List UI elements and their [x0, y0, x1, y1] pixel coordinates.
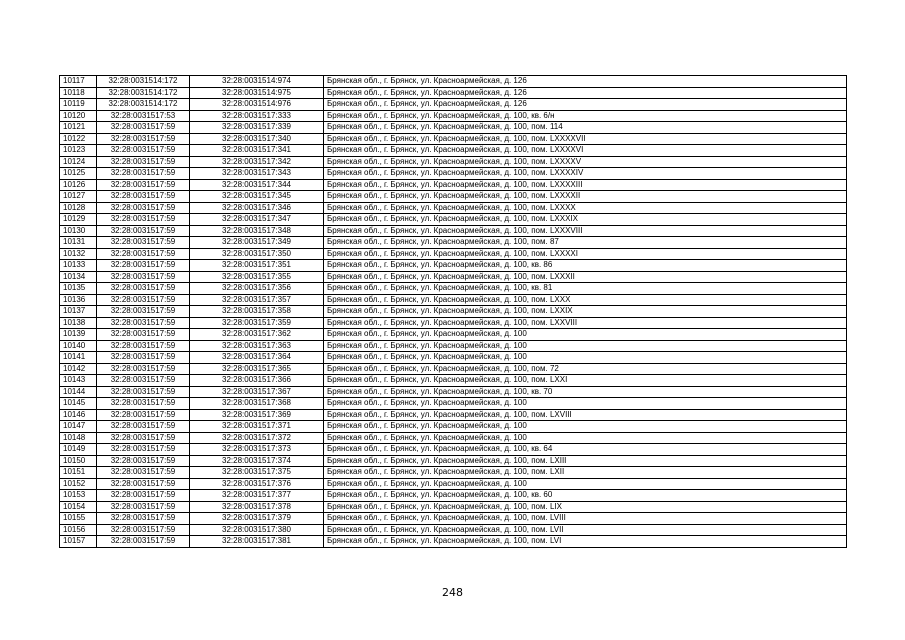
address-cell: Брянская обл., г. Брянск, ул. Красноармейская, д. 126: [324, 99, 847, 111]
table-row: [60, 478, 847, 490]
address-cell: Брянская обл., г. Брянск, ул. Красноармейская, д. 100, пом. LVII: [324, 524, 847, 536]
cadastral-number-cell: 32:28:0031517:357: [190, 294, 324, 306]
address-cell: Брянская обл., г. Брянск, ул. Красноармейская, д. 100, пом. LXII: [324, 467, 847, 479]
address-cell: Брянская обл., г. Брянск, ул. Красноармейская, д. 100, пом. LXXXXVI: [324, 145, 847, 157]
row-number-cell: 10123: [60, 145, 97, 157]
cadastral-number-cell: 32:28:0031514:975: [190, 87, 324, 99]
table-row: [60, 110, 847, 122]
cadastral-number-cell: 32:28:0031514:976: [190, 99, 324, 111]
parent-cadastral-cell: 32:28:0031517:59: [97, 340, 190, 352]
cadastral-number-cell: 32:28:0031517:377: [190, 490, 324, 502]
cadastral-number-cell: 32:28:0031517:359: [190, 317, 324, 329]
parent-cadastral-cell: 32:28:0031517:59: [97, 294, 190, 306]
table-row: [60, 294, 847, 306]
row-number-cell: 10141: [60, 352, 97, 364]
parent-cadastral-cell: 32:28:0031517:59: [97, 409, 190, 421]
cadastral-number-cell: 32:28:0031517:345: [190, 191, 324, 203]
parent-cadastral-cell: 32:28:0031517:59: [97, 225, 190, 237]
address-cell: Брянская обл., г. Брянск, ул. Красноармейская, д. 100, пом. 72: [324, 363, 847, 375]
row-number-cell: 10156: [60, 524, 97, 536]
cadastral-number-cell: 32:28:0031517:369: [190, 409, 324, 421]
row-number-cell: 10122: [60, 133, 97, 145]
address-cell: Брянская обл., г. Брянск, ул. Красноармейская, д. 100, пом. LXVIII: [324, 409, 847, 421]
cadastral-number-cell: 32:28:0031517:351: [190, 260, 324, 272]
table-row: [60, 76, 847, 88]
cadastral-number-cell: 32:28:0031517:343: [190, 168, 324, 180]
parent-cadastral-cell: 32:28:0031517:59: [97, 524, 190, 536]
table-row: [60, 375, 847, 387]
row-number-cell: 10128: [60, 202, 97, 214]
address-cell: Брянская обл., г. Брянск, ул. Красноармейская, д. 100: [324, 329, 847, 341]
address-cell: Брянская обл., г. Брянск, ул. Красноармейская, д. 100, пом. LXXXXV: [324, 156, 847, 168]
parent-cadastral-cell: 32:28:0031517:59: [97, 444, 190, 456]
row-number-cell: 10120: [60, 110, 97, 122]
cadastral-number-cell: 32:28:0031517:344: [190, 179, 324, 191]
address-cell: Брянская обл., г. Брянск, ул. Красноармейская, д. 100, пом. 87: [324, 237, 847, 249]
row-number-cell: 10144: [60, 386, 97, 398]
row-number-cell: 10121: [60, 122, 97, 134]
address-cell: Брянская обл., г. Брянск, ул. Красноармейская, д. 100, пом. LXXVIII: [324, 317, 847, 329]
table-row: [60, 340, 847, 352]
parent-cadastral-cell: 32:28:0031517:59: [97, 352, 190, 364]
table-row: [60, 455, 847, 467]
parent-cadastral-cell: 32:28:0031517:59: [97, 501, 190, 513]
row-number-cell: 10127: [60, 191, 97, 203]
cadastral-number-cell: 32:28:0031517:362: [190, 329, 324, 341]
parent-cadastral-cell: 32:28:0031514:172: [97, 87, 190, 99]
table-row: [60, 306, 847, 318]
table-row: [60, 432, 847, 444]
parent-cadastral-cell: 32:28:0031517:59: [97, 191, 190, 203]
address-cell: Брянская обл., г. Брянск, ул. Красноармейская, д. 100: [324, 398, 847, 410]
parent-cadastral-cell: 32:28:0031517:59: [97, 421, 190, 433]
parent-cadastral-cell: 32:28:0031517:59: [97, 122, 190, 134]
cadastral-number-cell: 32:28:0031517:374: [190, 455, 324, 467]
parent-cadastral-cell: 32:28:0031517:59: [97, 478, 190, 490]
parent-cadastral-cell: 32:28:0031517:53: [97, 110, 190, 122]
table-row: [60, 536, 847, 548]
parent-cadastral-cell: 32:28:0031517:59: [97, 386, 190, 398]
table-row: [60, 329, 847, 341]
address-cell: Брянская обл., г. Брянск, ул. Красноармейская, д. 100, пом. LVI: [324, 536, 847, 548]
table-row: [60, 271, 847, 283]
address-cell: Брянская обл., г. Брянск, ул. Красноармейская, д. 100: [324, 478, 847, 490]
parent-cadastral-cell: 32:28:0031517:59: [97, 271, 190, 283]
cadastral-number-cell: 32:28:0031517:350: [190, 248, 324, 260]
cadastral-number-cell: 32:28:0031517:366: [190, 375, 324, 387]
row-number-cell: 10153: [60, 490, 97, 502]
row-number-cell: 10117: [60, 76, 97, 88]
address-cell: Брянская обл., г. Брянск, ул. Красноармейская, д. 100, пом. LIX: [324, 501, 847, 513]
address-cell: Брянская обл., г. Брянск, ул. Красноармейская, д. 100, пом. LXXI: [324, 375, 847, 387]
table-row: [60, 409, 847, 421]
row-number-cell: 10148: [60, 432, 97, 444]
address-cell: Брянская обл., г. Брянск, ул. Красноармейская, д. 126: [324, 87, 847, 99]
cadastral-number-cell: 32:28:0031517:342: [190, 156, 324, 168]
row-number-cell: 10132: [60, 248, 97, 260]
row-number-cell: 10138: [60, 317, 97, 329]
table-row: [60, 524, 847, 536]
table-row: [60, 444, 847, 456]
row-number-cell: 10152: [60, 478, 97, 490]
parent-cadastral-cell: 32:28:0031517:59: [97, 432, 190, 444]
cadastral-number-cell: 32:28:0031517:379: [190, 513, 324, 525]
cadastral-number-cell: 32:28:0031517:339: [190, 122, 324, 134]
table-row: [60, 191, 847, 203]
table-row: [60, 156, 847, 168]
address-cell: Брянская обл., г. Брянск, ул. Красноармейская, д. 100, пом. LXXXXI: [324, 248, 847, 260]
table-row: [60, 352, 847, 364]
table-row: [60, 283, 847, 295]
row-number-cell: 10151: [60, 467, 97, 479]
parent-cadastral-cell: 32:28:0031517:59: [97, 375, 190, 387]
cadastral-number-cell: 32:28:0031517:349: [190, 237, 324, 249]
table-row: [60, 260, 847, 272]
cadastral-number-cell: 32:28:0031517:363: [190, 340, 324, 352]
table-row: [60, 168, 847, 180]
address-cell: Брянская обл., г. Брянск, ул. Красноармейская, д. 100, пом. LXXIX: [324, 306, 847, 318]
table-row: [60, 421, 847, 433]
parent-cadastral-cell: 32:28:0031517:59: [97, 179, 190, 191]
cadastral-number-cell: 32:28:0031517:367: [190, 386, 324, 398]
row-number-cell: 10131: [60, 237, 97, 249]
cadastral-number-cell: 32:28:0031517:380: [190, 524, 324, 536]
address-cell: Брянская обл., г. Брянск, ул. Красноармейская, д. 100, кв. 6/н: [324, 110, 847, 122]
cadastral-number-cell: 32:28:0031517:372: [190, 432, 324, 444]
table-row: [60, 87, 847, 99]
row-number-cell: 10149: [60, 444, 97, 456]
row-number-cell: 10146: [60, 409, 97, 421]
address-cell: Брянская обл., г. Брянск, ул. Красноармейская, д. 100, кв. 70: [324, 386, 847, 398]
table-row: [60, 122, 847, 134]
parent-cadastral-cell: 32:28:0031517:59: [97, 133, 190, 145]
parent-cadastral-cell: 32:28:0031517:59: [97, 168, 190, 180]
row-number-cell: 10139: [60, 329, 97, 341]
address-cell: Брянская обл., г. Брянск, ул. Красноармейская, д. 100: [324, 352, 847, 364]
cadastral-number-cell: 32:28:0031517:371: [190, 421, 324, 433]
parent-cadastral-cell: 32:28:0031517:59: [97, 214, 190, 226]
row-number-cell: 10136: [60, 294, 97, 306]
cadastral-number-cell: 32:28:0031517:368: [190, 398, 324, 410]
address-cell: Брянская обл., г. Брянск, ул. Красноармейская, д. 100, пом. LXIII: [324, 455, 847, 467]
address-cell: Брянская обл., г. Брянск, ул. Красноармейская, д. 126: [324, 76, 847, 88]
row-number-cell: 10150: [60, 455, 97, 467]
parent-cadastral-cell: 32:28:0031517:59: [97, 329, 190, 341]
parent-cadastral-cell: 32:28:0031517:59: [97, 398, 190, 410]
address-cell: Брянская обл., г. Брянск, ул. Красноармейская, д. 100, кв. 81: [324, 283, 847, 295]
cadastral-number-cell: 32:28:0031517:341: [190, 145, 324, 157]
parent-cadastral-cell: 32:28:0031517:59: [97, 248, 190, 260]
table-row: [60, 133, 847, 145]
parent-cadastral-cell: 32:28:0031517:59: [97, 317, 190, 329]
table-row: [60, 363, 847, 375]
address-cell: Брянская обл., г. Брянск, ул. Красноармейская, д. 100, пом. LXXXIX: [324, 214, 847, 226]
parent-cadastral-cell: 32:28:0031514:172: [97, 99, 190, 111]
parent-cadastral-cell: 32:28:0031517:59: [97, 455, 190, 467]
parent-cadastral-cell: 32:28:0031517:59: [97, 536, 190, 548]
parent-cadastral-cell: 32:28:0031517:59: [97, 145, 190, 157]
table-row: [60, 513, 847, 525]
cadastral-number-cell: 32:28:0031517:381: [190, 536, 324, 548]
address-cell: Брянская обл., г. Брянск, ул. Красноармейская, д. 100, пом. LXXXII: [324, 271, 847, 283]
table-row: [60, 398, 847, 410]
address-cell: Брянская обл., г. Брянск, ул. Красноармейская, д. 100, пом. LXXXXIII: [324, 179, 847, 191]
row-number-cell: 10154: [60, 501, 97, 513]
cadastral-number-cell: 32:28:0031517:376: [190, 478, 324, 490]
table-row: [60, 179, 847, 191]
parent-cadastral-cell: 32:28:0031517:59: [97, 363, 190, 375]
table-row: [60, 214, 847, 226]
cadastral-number-cell: 32:28:0031517:375: [190, 467, 324, 479]
address-cell: Брянская обл., г. Брянск, ул. Красноармейская, д. 100, пом. LVIII: [324, 513, 847, 525]
row-number-cell: 10157: [60, 536, 97, 548]
address-cell: Брянская обл., г. Брянск, ул. Красноармейская, д. 100, пом. LXXXXVII: [324, 133, 847, 145]
row-number-cell: 10119: [60, 99, 97, 111]
row-number-cell: 10140: [60, 340, 97, 352]
cadastral-number-cell: 32:28:0031514:974: [190, 76, 324, 88]
cadastral-number-cell: 32:28:0031517:333: [190, 110, 324, 122]
row-number-cell: 10137: [60, 306, 97, 318]
parent-cadastral-cell: 32:28:0031517:59: [97, 202, 190, 214]
row-number-cell: 10130: [60, 225, 97, 237]
address-cell: Брянская обл., г. Брянск, ул. Красноармейская, д. 100: [324, 432, 847, 444]
page-number: 248: [442, 586, 463, 599]
parent-cadastral-cell: 32:28:0031514:172: [97, 76, 190, 88]
parent-cadastral-cell: 32:28:0031517:59: [97, 156, 190, 168]
table-row: [60, 490, 847, 502]
row-number-cell: 10145: [60, 398, 97, 410]
address-cell: Брянская обл., г. Брянск, ул. Красноармейская, д. 100, пом. LXXXXII: [324, 191, 847, 203]
address-cell: Брянская обл., г. Брянск, ул. Красноармейская, д. 100, пом. LXXXXIV: [324, 168, 847, 180]
table-row: [60, 225, 847, 237]
address-cell: Брянская обл., г. Брянск, ул. Красноармейская, д. 100, пом. 114: [324, 122, 847, 134]
parent-cadastral-cell: 32:28:0031517:59: [97, 490, 190, 502]
row-number-cell: 10133: [60, 260, 97, 272]
cadastral-number-cell: 32:28:0031517:355: [190, 271, 324, 283]
parent-cadastral-cell: 32:28:0031517:59: [97, 260, 190, 272]
address-cell: Брянская обл., г. Брянск, ул. Красноармейская, д. 100, кв. 86: [324, 260, 847, 272]
address-cell: Брянская обл., г. Брянск, ул. Красноармейская, д. 100, пом. LXXX: [324, 294, 847, 306]
cadastral-number-cell: 32:28:0031517:348: [190, 225, 324, 237]
cadastral-number-cell: 32:28:0031517:378: [190, 501, 324, 513]
row-number-cell: 10135: [60, 283, 97, 295]
address-cell: Брянская обл., г. Брянск, ул. Красноармейская, д. 100, пом. LXXXVIII: [324, 225, 847, 237]
row-number-cell: 10142: [60, 363, 97, 375]
parent-cadastral-cell: 32:28:0031517:59: [97, 467, 190, 479]
address-cell: Брянская обл., г. Брянск, ул. Красноармейская, д. 100: [324, 421, 847, 433]
parent-cadastral-cell: 32:28:0031517:59: [97, 237, 190, 249]
table-row: [60, 145, 847, 157]
cadastral-number-cell: 32:28:0031517:356: [190, 283, 324, 295]
cadastral-number-cell: 32:28:0031517:364: [190, 352, 324, 364]
cadastral-number-cell: 32:28:0031517:358: [190, 306, 324, 318]
table-row: [60, 99, 847, 111]
row-number-cell: 10147: [60, 421, 97, 433]
parent-cadastral-cell: 32:28:0031517:59: [97, 306, 190, 318]
row-number-cell: 10118: [60, 87, 97, 99]
cadastral-number-cell: 32:28:0031517:365: [190, 363, 324, 375]
registry-table-body: [60, 76, 847, 548]
table-row: [60, 501, 847, 513]
cadastral-number-cell: 32:28:0031517:347: [190, 214, 324, 226]
registry-table: [59, 75, 847, 548]
table-row: [60, 248, 847, 260]
table-row: [60, 237, 847, 249]
parent-cadastral-cell: 32:28:0031517:59: [97, 513, 190, 525]
table-row: [60, 317, 847, 329]
row-number-cell: 10134: [60, 271, 97, 283]
address-cell: Брянская обл., г. Брянск, ул. Красноармейская, д. 100, пом. LXXXX: [324, 202, 847, 214]
cadastral-number-cell: 32:28:0031517:373: [190, 444, 324, 456]
cadastral-number-cell: 32:28:0031517:340: [190, 133, 324, 145]
row-number-cell: 10124: [60, 156, 97, 168]
row-number-cell: 10155: [60, 513, 97, 525]
cadastral-number-cell: 32:28:0031517:346: [190, 202, 324, 214]
row-number-cell: 10129: [60, 214, 97, 226]
table-row: [60, 202, 847, 214]
table-row: [60, 386, 847, 398]
address-cell: Брянская обл., г. Брянск, ул. Красноармейская, д. 100: [324, 340, 847, 352]
parent-cadastral-cell: 32:28:0031517:59: [97, 283, 190, 295]
row-number-cell: 10125: [60, 168, 97, 180]
row-number-cell: 10126: [60, 179, 97, 191]
row-number-cell: 10143: [60, 375, 97, 387]
address-cell: Брянская обл., г. Брянск, ул. Красноармейская, д. 100, кв. 64: [324, 444, 847, 456]
table-row: [60, 467, 847, 479]
address-cell: Брянская обл., г. Брянск, ул. Красноармейская, д. 100, кв. 60: [324, 490, 847, 502]
